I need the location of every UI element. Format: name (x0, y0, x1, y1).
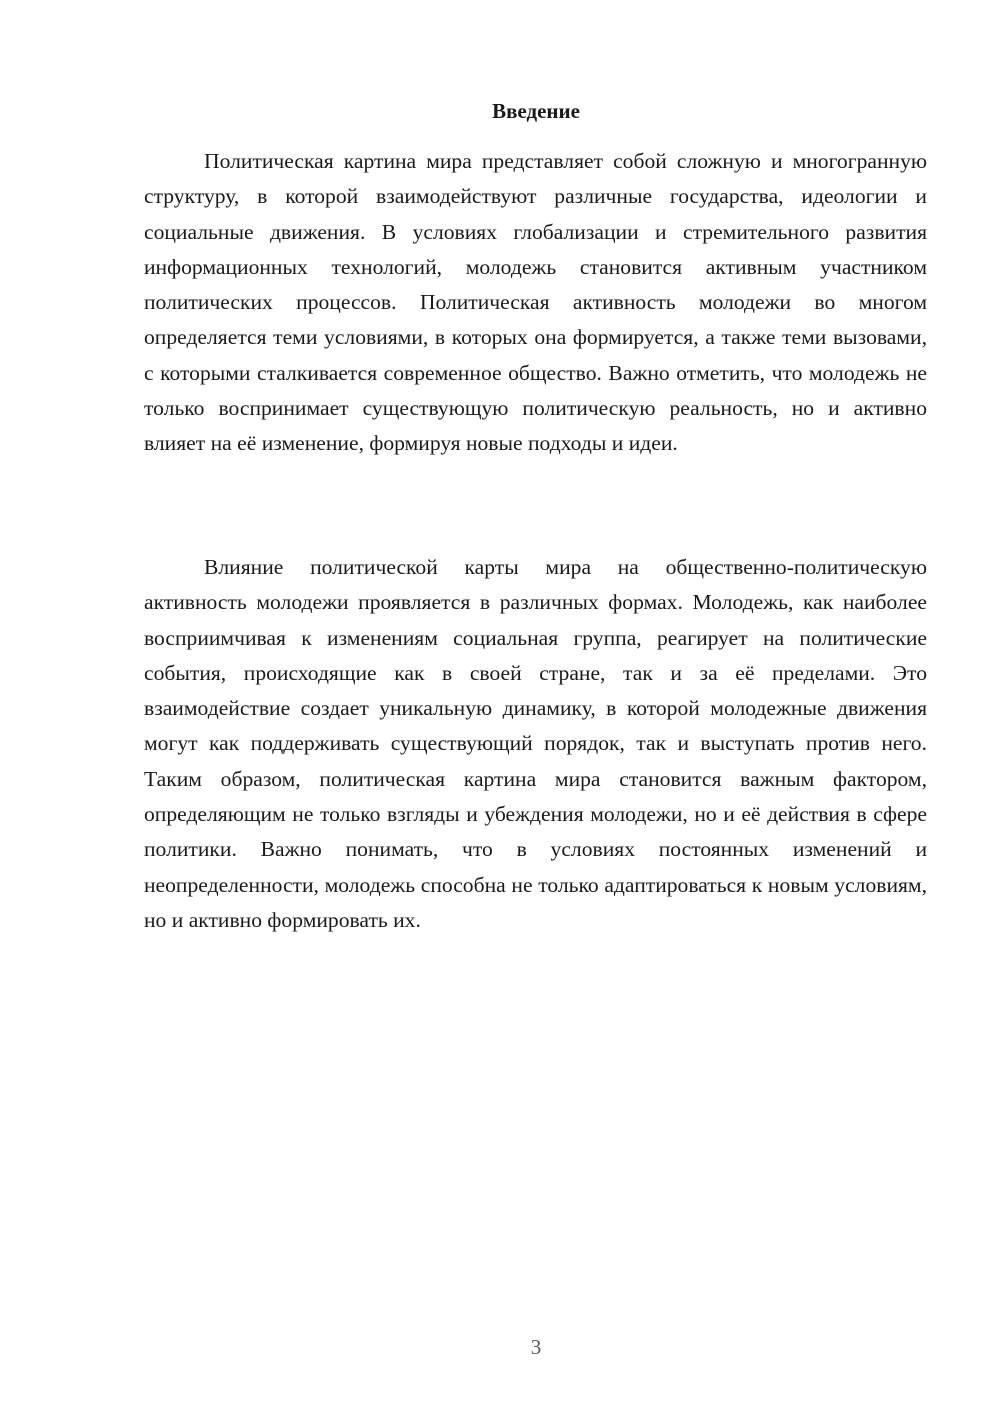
section-heading: Введение (492, 99, 580, 123)
paragraph-1: Политическая картина мира представляет собой сложную и многогранную структуру, в которой взаимодействуют различные государства, идеологии и социальные движения. В условиях глобализации и стремительного развития информационных технологий, молодежь становится активным участником политических процессов. Политическая активность молодежи во многом определяется теми условиями, в которых она формируется, а также теми вызовами, с которыми сталкивается современное общество. Важно отметить, что молодежь не только воспринимает существующую политическую реальность, но и активно влияет на её изменение, формируя новые подходы и идеи. (144, 149, 927, 456)
page-number: 3 (530, 1335, 542, 1359)
paragraph-2: Влияние политической карты мира на общественно-политическую активность молодежи проявляется в различных формах. Молодежь, как наиболее восприимчивая к изменениям социальная группа, реагирует на политические события, происходящие как в своей стране, так и за её пределами. Это взаимодействие создает уникальную динамику, в которой молодежные движения могут как поддерживать существующий порядок, так и выступать против него. Таким образом, политическая картина мира становится важным фактором, определяющим не только взгляды и убеждения молодежи, но и её действия в сфере политики. Важно понимать, что в условиях постоянных изменений и неопределенности, молодежь способна не только адаптироваться к новым условиям, но и активно формировать их. (144, 555, 927, 932)
